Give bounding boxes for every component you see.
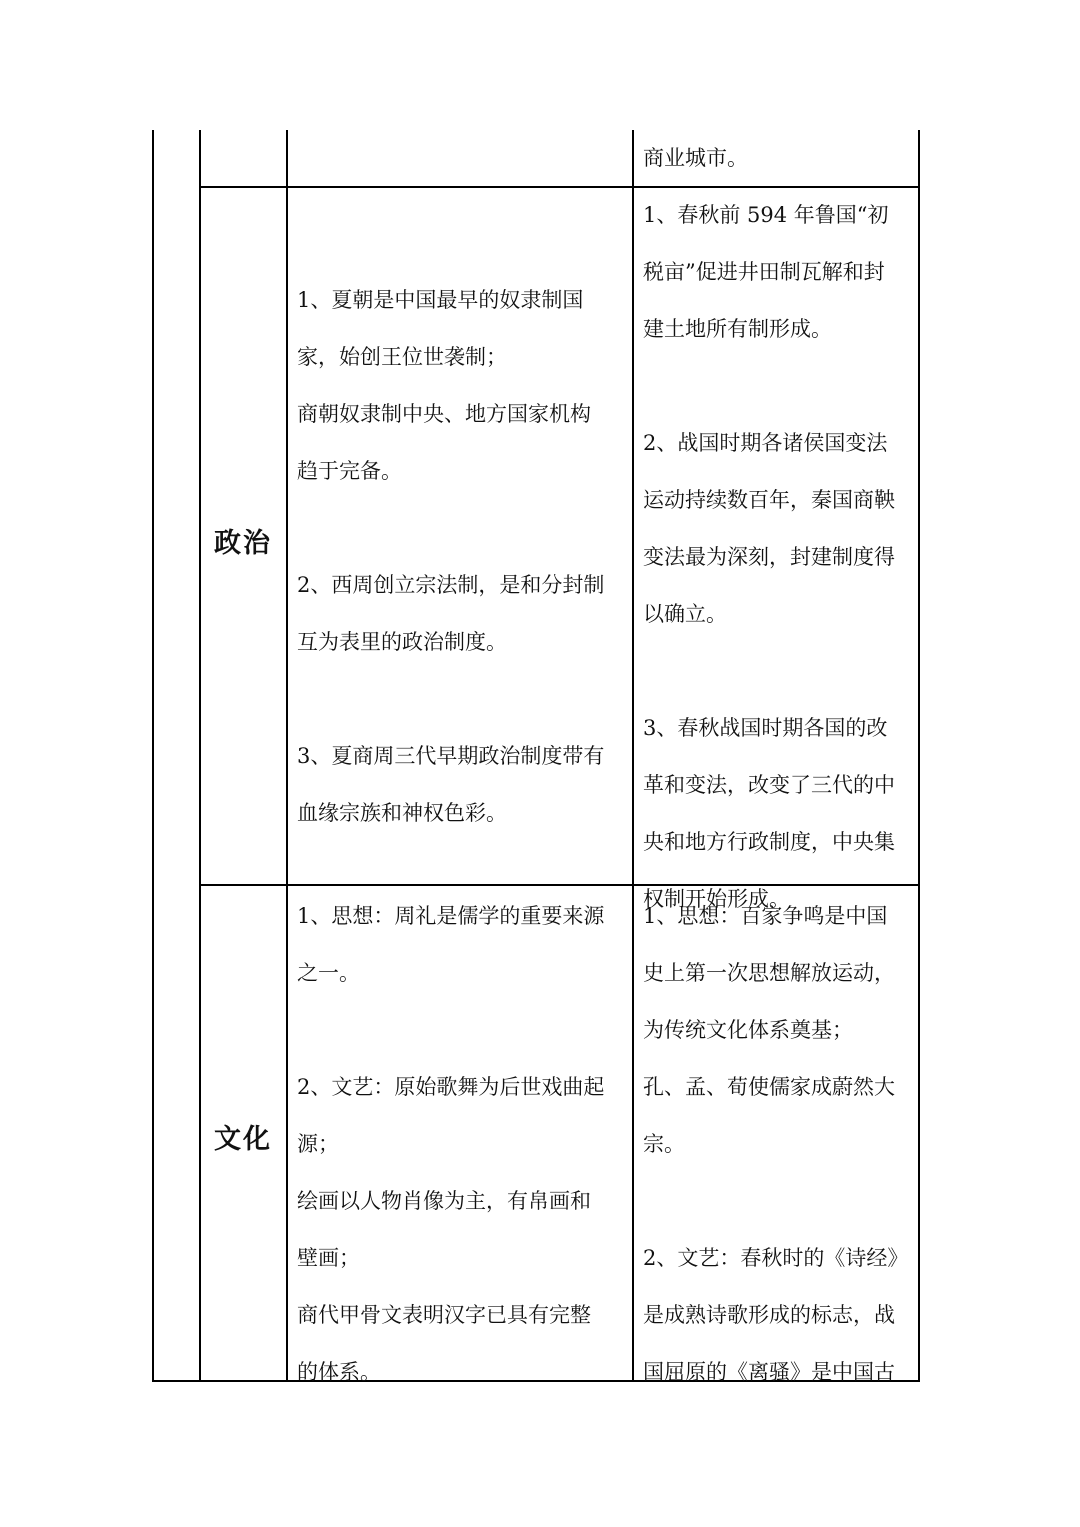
- text-line: 史上第一次思想解放运动，: [643, 961, 895, 985]
- text-line: 以确立。: [643, 602, 727, 626]
- text-line: 商代甲骨文表明汉字已具有完整: [297, 1303, 591, 1327]
- text-line: 宗。: [643, 1132, 685, 1156]
- text-line: 源；: [297, 1132, 339, 1156]
- text-line: 孔、孟、荀使儒家成蔚然大: [643, 1075, 895, 1099]
- text-line: 商业城市。: [643, 146, 748, 170]
- blank-line: [643, 1173, 915, 1230]
- text-line: 壁画；: [297, 1246, 360, 1270]
- text-line: 2、西周创立宗法制，是和分封制: [297, 573, 605, 597]
- text-line: 1、夏朝是中国最早的奴隶制国: [297, 288, 584, 312]
- blank-line: [297, 500, 629, 557]
- text-line: 权制开始形成。: [643, 887, 790, 911]
- text-line: 革和变法，改变了三代的中: [643, 773, 895, 797]
- blank-line: [297, 671, 629, 728]
- text-line: 国屈原的《离骚》是中国古: [643, 1360, 895, 1384]
- table-divider-2: [286, 130, 288, 1382]
- category-politics: 政治: [214, 528, 272, 559]
- text-line: 1、思想：百家争鸣是中国: [643, 904, 888, 928]
- culture-later-cell: [643, 888, 915, 1401]
- blank-line: [297, 1002, 629, 1059]
- text-line: 2、文艺：原始歌舞为后世戏曲起: [297, 1075, 605, 1099]
- table-divider-1: [199, 130, 201, 1382]
- text-line: 互为表里的政治制度。: [297, 630, 507, 654]
- text-line: 为传统文化体系奠基；: [643, 1018, 853, 1042]
- category-culture: 文化: [214, 1124, 272, 1155]
- text-line: 2、战国时期各诸侯国变法: [643, 431, 888, 455]
- text-line: 建土地所有制形成。: [643, 317, 832, 341]
- blank-line: [643, 643, 915, 700]
- text-line: 2、文艺：春秋时的《诗经》: [643, 1246, 909, 1270]
- culture-early-cell: [297, 888, 629, 1401]
- text-line: 绘画以人物肖像为主，有帛画和: [297, 1189, 591, 1213]
- text-line: 变法最为深刻，封建制度得: [643, 545, 895, 569]
- politics-early-cell: [297, 272, 629, 842]
- text-line: 之一。: [297, 961, 360, 985]
- text-line: 是成熟诗歌形成的标志，战: [643, 1303, 895, 1327]
- table-border-left: [152, 130, 154, 1382]
- text-line: 趋于完备。: [297, 459, 402, 483]
- text-line: 运动持续数百年，秦国商鞅: [643, 488, 895, 512]
- text-line: 1、思想：周礼是儒学的重要来源: [297, 904, 605, 928]
- text-line: 央和地方行政制度，中央集: [643, 830, 895, 854]
- text-line: 税亩”促进井田制瓦解和封: [643, 260, 885, 284]
- table-divider-3: [632, 130, 634, 1382]
- text-line: 家，始创王位世袭制；: [297, 345, 507, 369]
- politics-later-cell: [643, 187, 915, 928]
- table-border-right: [918, 130, 920, 1382]
- text-line: 血缘宗族和神权色彩。: [297, 801, 507, 825]
- text-line: 3、春秋战国时期各国的改: [643, 716, 888, 740]
- text-line: 商朝奴隶制中央、地方国家机构: [297, 402, 591, 426]
- top-row-later-cell: [643, 130, 913, 187]
- text-line: 1、春秋前 594 年鲁国“初: [643, 203, 889, 227]
- text-line: 的体系。: [297, 1360, 381, 1384]
- text-line: 3、夏商周三代早期政治制度带有: [297, 744, 605, 768]
- blank-line: [643, 358, 915, 415]
